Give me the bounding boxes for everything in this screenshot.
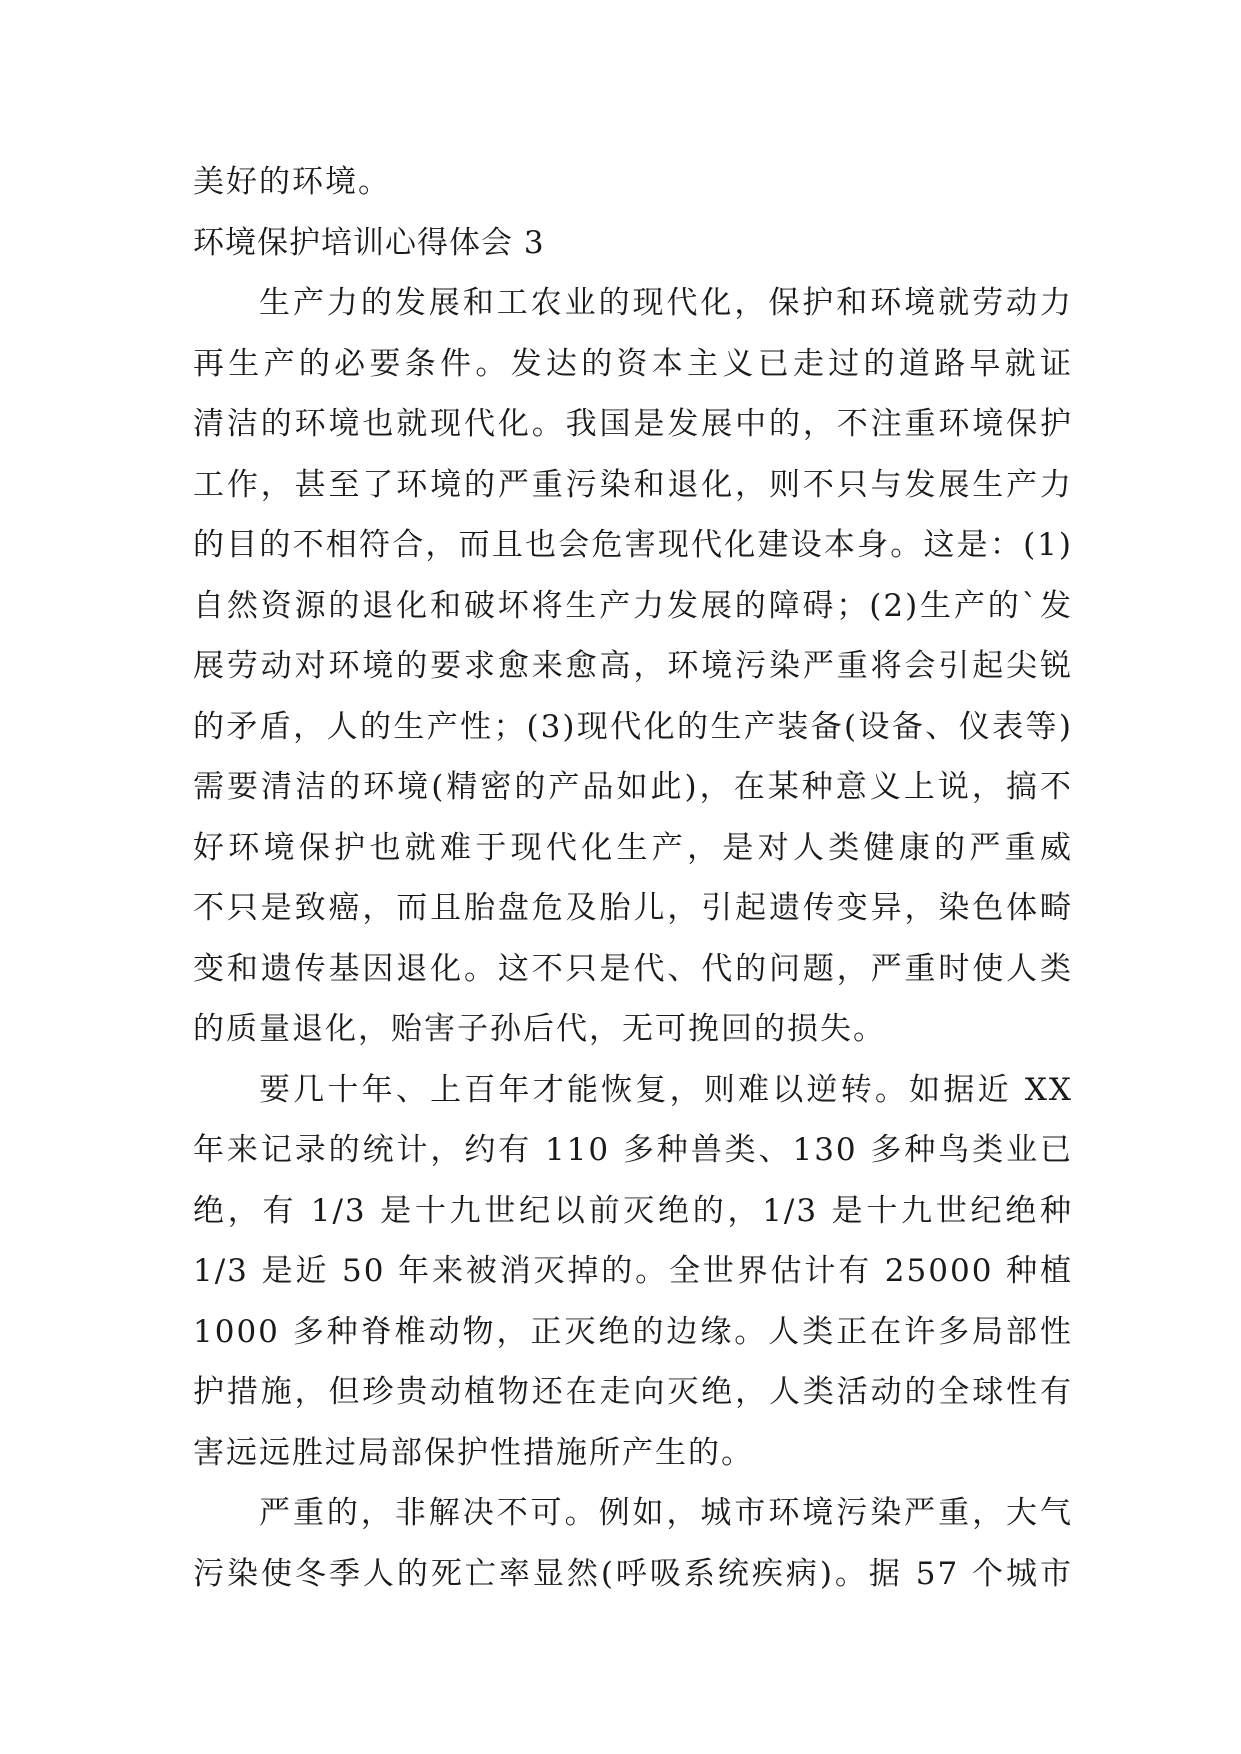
text-line: 污染使冬季人的死亡率显然(呼吸系统疾病)。据 57 个城市 [193, 1555, 1073, 1592]
paragraph-last-line: 害远远胜过局部保护性措施所产生的。 [193, 1434, 754, 1471]
text-line: 的矛盾，人的生产性；(3)现代化的生产装备(设备、仪表等) [193, 708, 1073, 745]
text-line: 好环境保护也就难于现代化生产，是对人类健康的严重威 [193, 829, 1073, 866]
text-line: 清洁的环境也就现代化。我国是发展中的，不注重环境保护 [193, 406, 1073, 442]
text-line: 绝，有 1/3 是十九世纪以前灭绝的，1/3 是十九世纪绝种 [193, 1192, 1073, 1229]
text-line: 护措施，但珍贵动植物还在走向灭绝，人类活动的全球性有 [193, 1374, 1073, 1410]
text-line: 自然资源的退化和破坏将生产力发展的障碍；(2)生产的`发 [193, 587, 1073, 624]
paragraph-first-line: 严重的，非解决不可。例如，城市环境污染严重，大气 [259, 1495, 1073, 1531]
text-line: 的目的不相符合，而且也会危害现代化建设本身。这是：(1) [193, 527, 1073, 563]
text-line: 再生产的必要条件。发达的资本主义已走过的道路早就证 [193, 345, 1073, 382]
text-line: 工作，甚至了环境的严重污染和退化，则不只与发展生产力 [193, 466, 1073, 503]
document-body [193, 152, 1073, 1604]
text-line: 年来记录的统计，约有 110 多种兽类、130 多种鸟类业已 [193, 1132, 1073, 1168]
section-title: 环境保护培训心得体会 3 [193, 224, 545, 261]
text-line: 不只是致癌，而且胎盘危及胎儿，引起遗传变异，染色体畸 [193, 890, 1073, 926]
paragraph-last-line: 的质量退化，贻害子孙后代，无可挽回的损失。 [193, 1011, 886, 1047]
text-line: 1/3 是近 50 年来被消灭掉的。全世界估计有 25000 种植 [193, 1253, 1073, 1289]
text-line: 展劳动对环境的要求愈来愈高，环境污染严重将会引起尖锐 [193, 648, 1073, 684]
text-line: 需要清洁的环境(精密的产品如此)，在某种意义上说，搞不 [193, 769, 1073, 805]
text-line: 1000 多种脊椎动物，正灭绝的边缘。人类正在许多局部性 [193, 1313, 1073, 1350]
paragraph-first-line: 要几十年、上百年才能恢复，则难以逆转。如据近 XX [259, 1071, 1073, 1108]
paragraph-first-line: 生产力的发展和工农业的现代化，保护和环境就劳动力 [259, 285, 1073, 321]
text-line: 美好的环境。 [193, 164, 391, 200]
text-line: 变和遗传基因退化。这不只是代、代的问题，严重时使人类 [193, 950, 1073, 987]
